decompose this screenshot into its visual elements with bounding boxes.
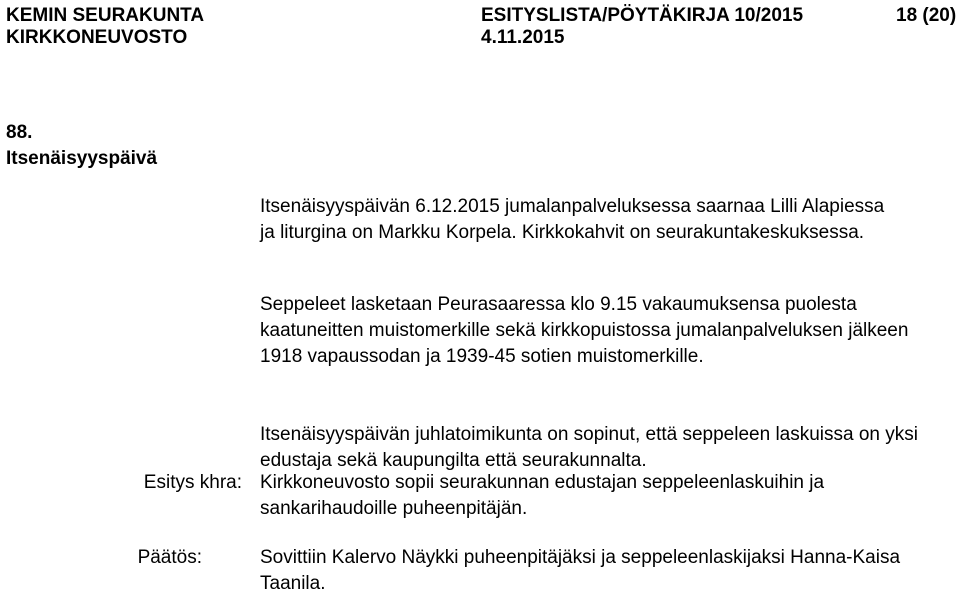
proposal-text: Kirkkoneuvosto sopii seurakunnan edustajan seppeleenlaskuihin ja sankarihaudoille puheenpitäjän.: [260, 472, 825, 519]
header-org: KEMIN SEURAKUNTA: [6, 5, 205, 26]
section-number: 88.: [6, 122, 33, 143]
paragraph-committee: Itsenäisyyspäivän juhlatoimikunta on sopinut, että seppeleen laskuissa on yksi edustaja sekä kaupungilta että seurakunnalta.: [260, 424, 918, 471]
header-doc-type: ESITYSLISTA/PÖYTÄKIRJA 10/2015: [481, 5, 804, 26]
section-title: Itsenäisyyspäivä: [6, 148, 158, 169]
paragraph-wreaths: Seppeleet lasketaan Peurasaaressa klo 9.15 vakaumuksensa puolesta kaatuneitten muistomerkille sekä kirkkopuistossa jumalanpalveluksen jälkeen 1918 vapaussodan ja 1939-45 sotien muistomerkille.: [260, 294, 909, 367]
header-page: 18 (20): [896, 5, 957, 26]
decision-label: Päätös:: [137, 547, 202, 568]
header-date: 4.11.2015: [481, 27, 565, 48]
paragraph-service: Itsenäisyyspäivän 6.12.2015 jumalanpalveluksessa saarnaa Lilli Alapiessa ja liturgina on Markku Korpela. Kirkkokahvit on seurakuntakeskuksessa.: [260, 196, 885, 243]
header-body: KIRKKONEUVOSTO: [6, 27, 188, 48]
decision-text: Sovittiin Kalervo Näykki puheenpitäjäksi ja seppeleenlaskijaksi Hanna-Kaisa Taanila.: [260, 547, 901, 594]
proposal-label: Esitys khra:: [143, 472, 242, 493]
